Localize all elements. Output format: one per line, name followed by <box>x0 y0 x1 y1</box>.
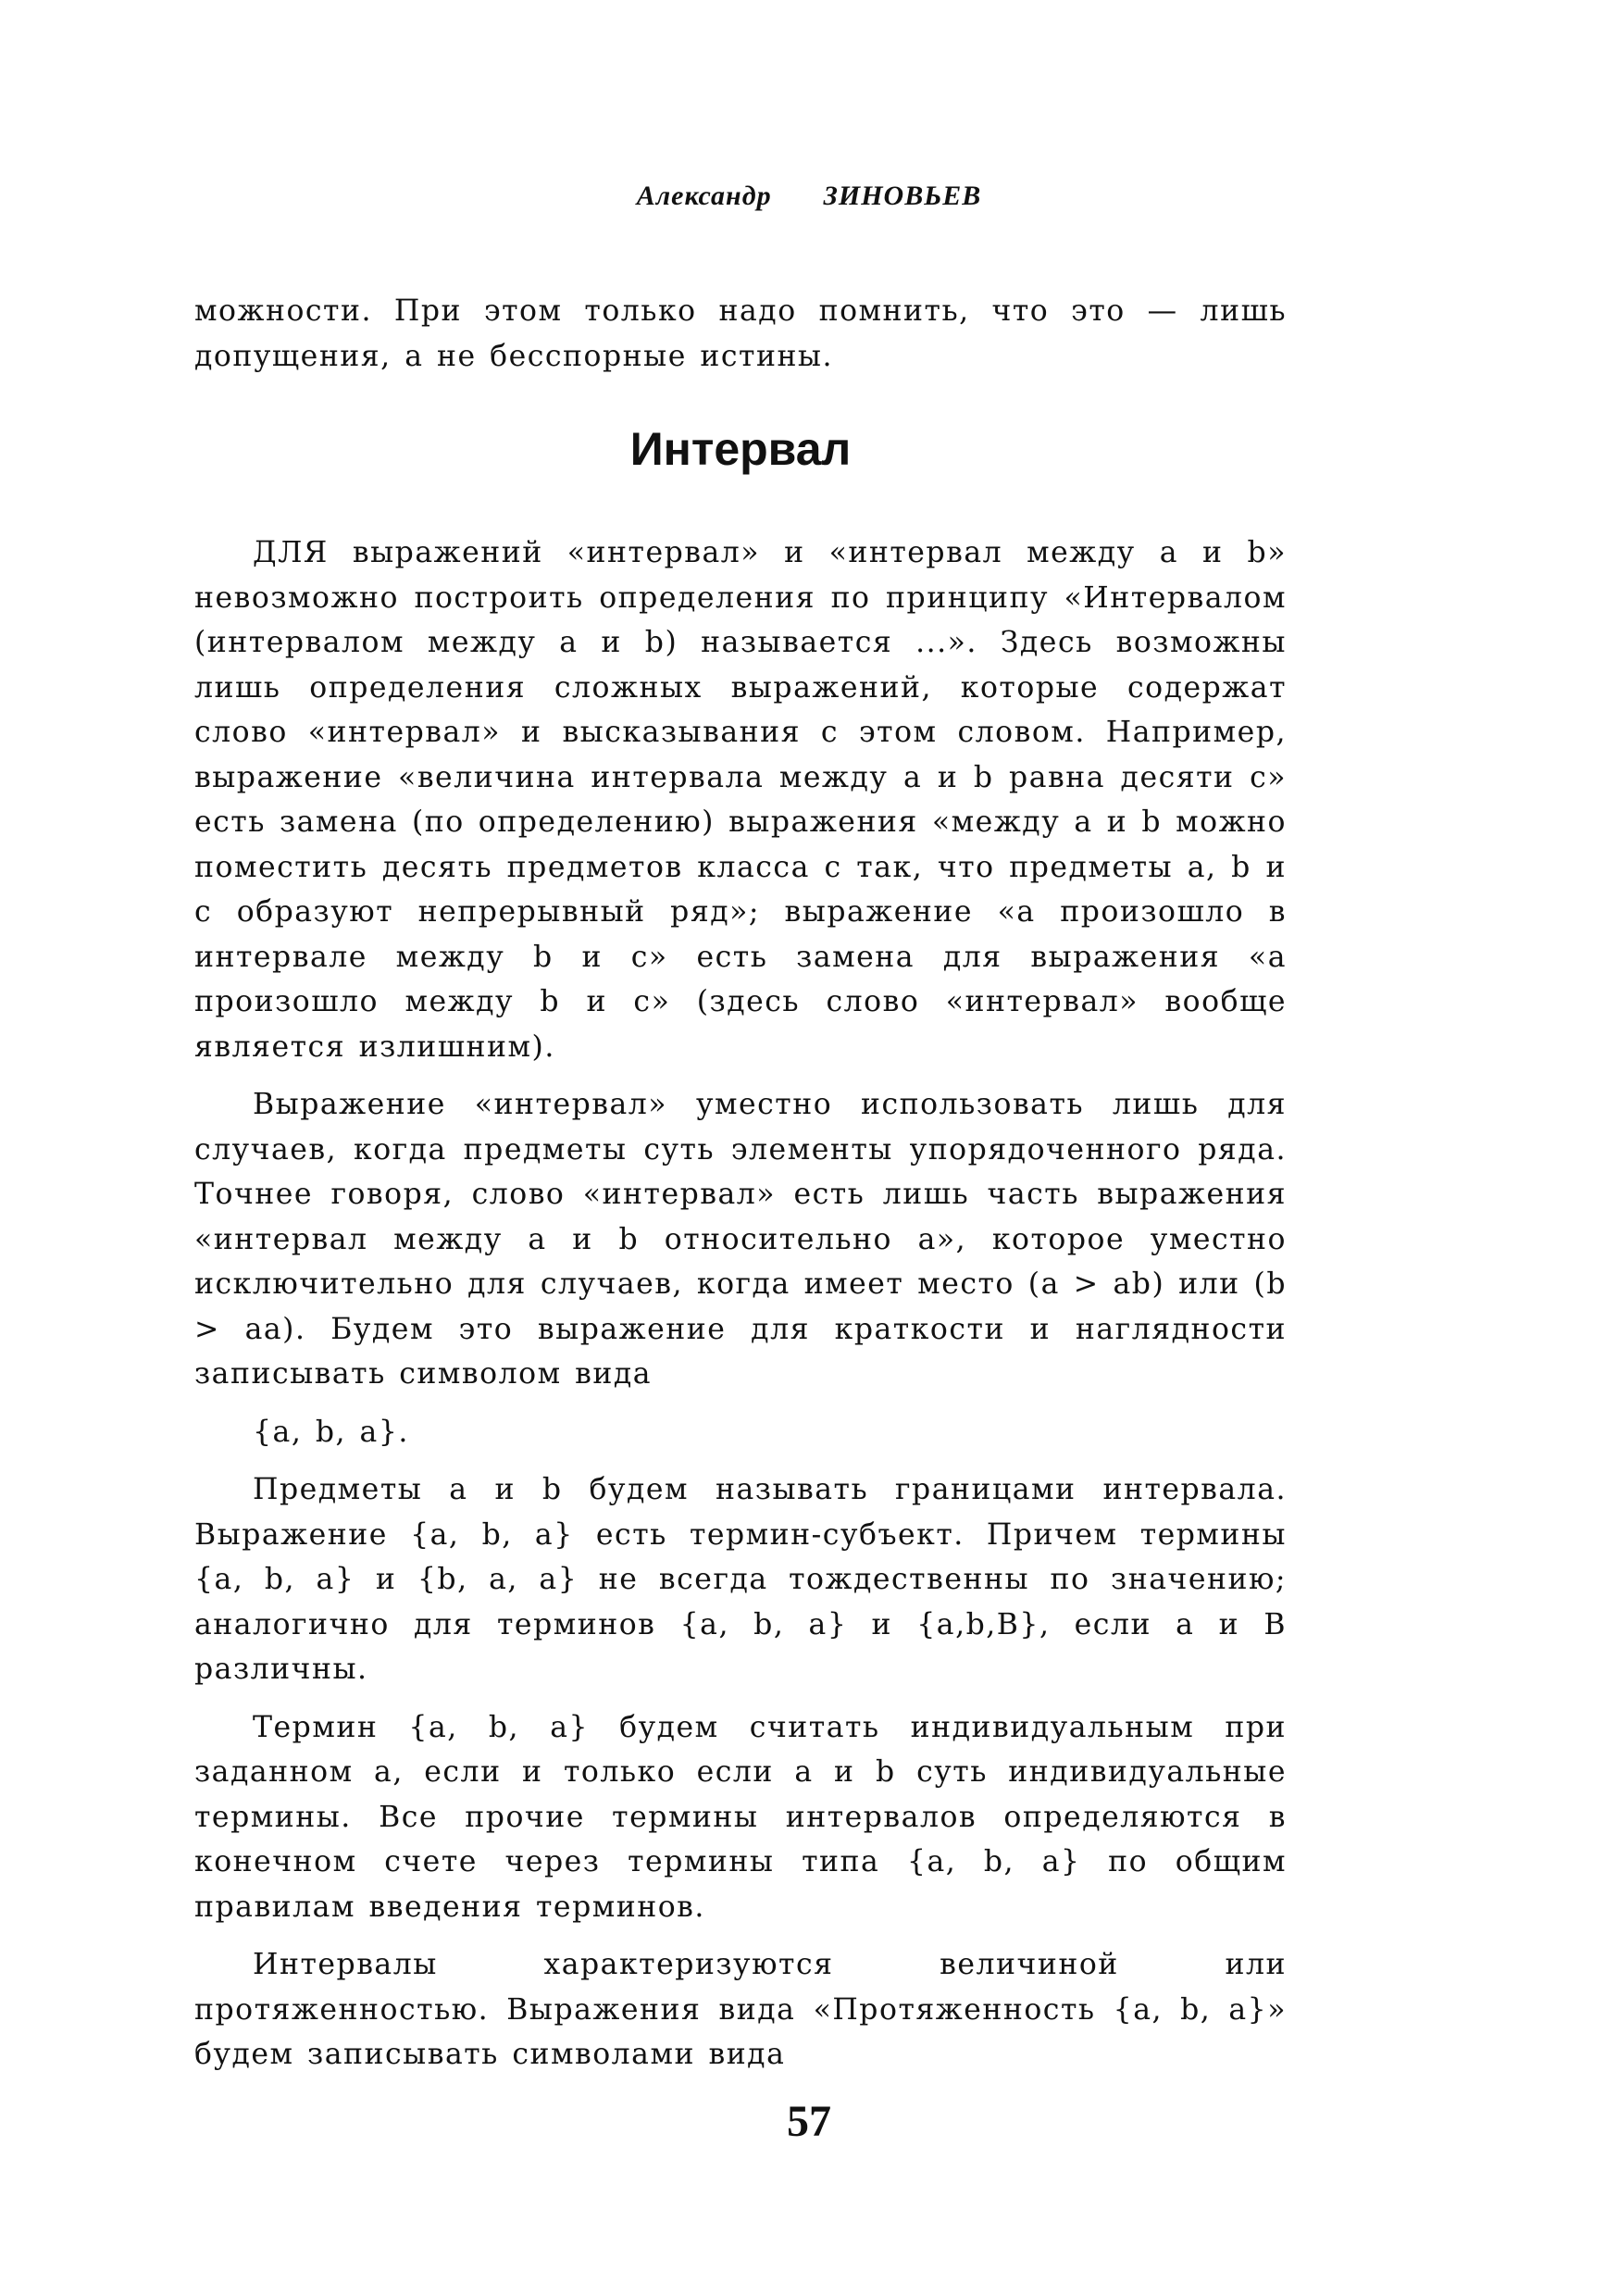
body-paragraph: Предметы a и b будем называть границами интервала. Выражение {a, b, a} есть термин-субъект. Причем термины {a, b, a} и {b, a, a} не всегда тождественны по значению; аналогично для терминов {a, b, a} и {a,b,B}, если a и B различны. <box>194 1473 1287 1686</box>
running-head <box>0 181 1618 212</box>
page-number: 57 <box>787 2097 831 2146</box>
body-paragraph: ДЛЯ выражений «интервал» и «интервал между a и b» невозможно построить определения по принципу «Интервалом (интервалом между a и b) называется ...». Здесь возможны лишь определения сложных выражений, которые содержат слово «интервал» и высказывания с этом словом. Например, выражение «величина интервала между a и b равна десяти c» есть замена (по определению) выражения «между a и b можно поместить десять предметов класса c так, что предметы a, b и c образуют непрерывный ряд»; выражение «a произошло в интервале между b и c» есть замена для выражения «a произошло между b и c» (здесь слово «интервал» вообще является излишним). <box>194 536 1287 1064</box>
lead-paragraph: можности. При этом только надо помнить, что это — лишь допущения, а не бесспорные истины. <box>194 294 1287 373</box>
section-title: Интервал <box>629 423 852 475</box>
author-first-name: Александр <box>636 181 772 211</box>
body-paragraph: Термин {a, b, a} будем считать индивидуальным при заданном a, если и только если a и b суть индивидуальные термины. Все прочие термины интервалов определяются в конечном счете через термины типа {a, b, a} по общим правилам введения терминов. <box>194 1710 1287 1924</box>
author-last-name: ЗИНОВЬЕВ <box>823 181 982 211</box>
body-paragraph: Выражение «интервал» уместно использовать лишь для случаев, когда предметы суть элементы упорядоченного ряда. Точнее говоря, слово «интервал» есть лишь часть выражения «интервал между a и b относительно a», которое уместно исключительно для случаев, когда имеет место (a > ab) или (b > aa). Будем это выражение для краткости и наглядности записывать символом вида <box>194 1088 1287 1391</box>
formula-line: {a, b, a}. <box>253 1415 409 1449</box>
page-body <box>194 289 1287 2078</box>
body-paragraph: Интервалы характеризуются величиной или протяженностью. Выражения вида «Протяженность {a, b, a}» будем записывать символами вида <box>194 1948 1287 2071</box>
